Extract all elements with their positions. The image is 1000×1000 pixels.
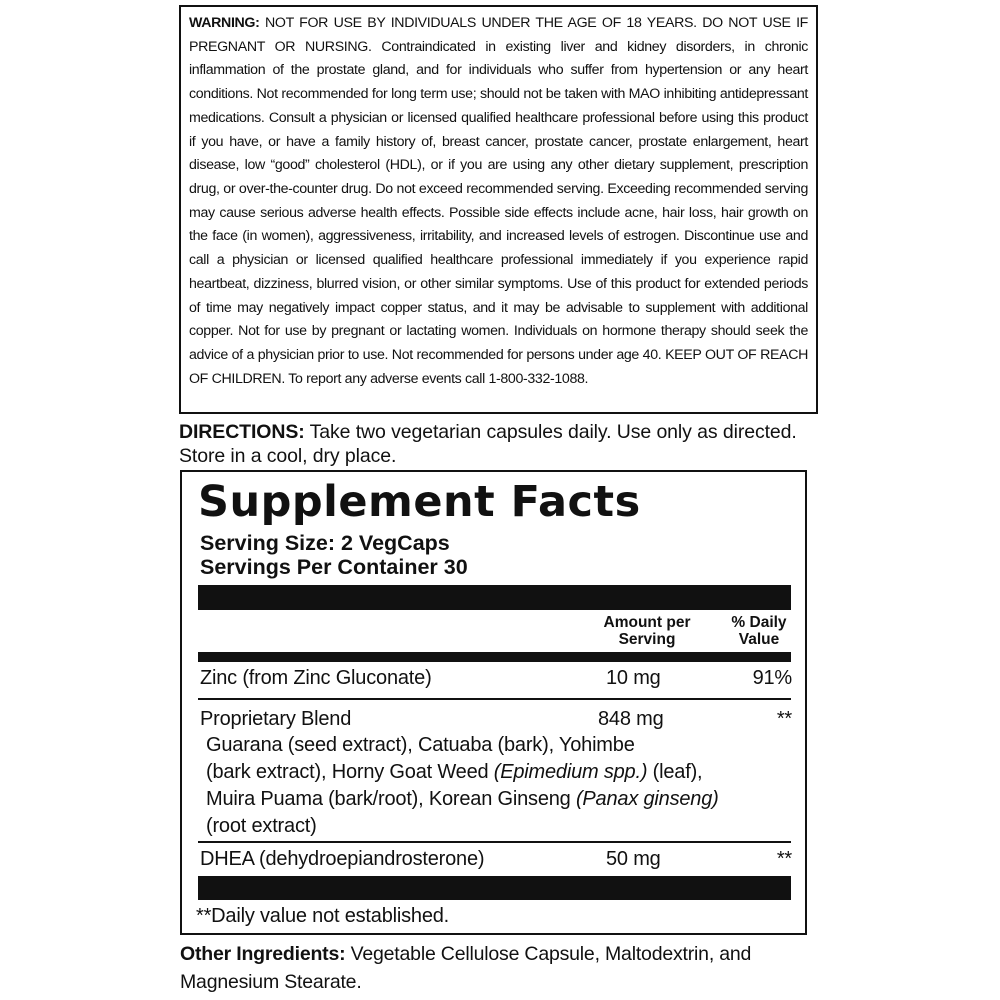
blend-line-2-b: (leaf), [647,761,703,783]
blend-line-2-italic: (Epimedium spp.) [493,761,648,783]
medium-divider [198,652,791,662]
row-zinc-amount: 10 mg [606,667,661,689]
daily-value-header [718,614,800,648]
blend-line-2 [206,759,702,785]
supplement-facts-panel [180,470,807,935]
facts-title: Supplement Facts [198,477,641,527]
directions-text: Take two vegetarian capsules daily. Use only as directed. Store in a cool, dry place. [179,421,797,467]
blend-line-2-a: (bark extract), Horny Goat Weed [206,761,494,783]
row-blend-dv: ** [776,708,792,730]
serving-size: Serving Size: 2 VegCaps [200,531,450,555]
row-dhea-dv: ** [776,848,792,870]
blend-line-4: (root extract) [206,815,317,837]
blend-line-1: Guarana (seed extract), Catuaba (bark), Yohimbe [206,734,635,756]
warning-box [179,5,818,414]
other-ingredients-text: Vegetable Cellulose Capsule, Maltodextrin, and Magnesium Stearate. [180,943,752,993]
warning-label: WARNING: [189,15,260,31]
row-divider [198,841,791,843]
amount-header-line2: Serving [618,631,676,648]
blend-line-3 [206,786,719,812]
other-ingredients-label: Other Ingredients: [180,943,346,965]
dv-header-line2: Value [738,631,780,648]
row-dhea-name: DHEA (dehydroepiandrosterone) [200,848,485,870]
row-zinc-dv: 91% [752,667,792,689]
amount-per-serving-header [596,614,698,648]
blend-line-3-a: Muira Puama (bark/root), Korean Ginseng [206,788,576,810]
row-divider [198,698,791,700]
warning-text: NOT FOR USE BY INDIVIDUALS UNDER THE AGE OF 18 YEARS. DO NOT USE IF PREGNANT OR NURSING. Contraindicated in existing liver and kidney disorders, in chronic inflammation of the prostate gland, and for individuals who suffer from hypertension or any heart conditions. Not recommended for long term use; should not be taken with MAO inhibiting antidepressant medications. Consult a physician or licensed qualified healthcare professional before using this product if you have, or have a family history of, breast cancer, prostate cancer, prostate enlargement, heart disease, low “good” cholesterol (HDL), or if you are using any other dietary supplement, prescription drug, or over-the-counter drug. Do not exceed recommended serving. Exceeding recommended serving may cause serious adverse health effects. Possible side effects include acne, hair loss, hair growth on the face (in women), aggressiveness, irritability, and increased levels of estrogen. Discontinue use and call a physician or licensed qualified healthcare professional immediately if you experience rapid heartbeat, dizziness, blurred vision, or other similar symptoms. Use of this product for extended periods of time may negatively impact copper status, and it may be advisable to supplement with additional copper. Not for use by pregnant or lactating women. Individuals on hormone therapy should seek the advice of a physician prior to use. Not recommended for persons under age 40. KEEP OUT OF REACH OF CHILDREN. To report any adverse events call 1-800-332-1088. [189,15,808,387]
thick-divider-top [198,585,791,610]
thick-divider-bottom [198,876,791,900]
other-ingredients [180,940,800,996]
row-dhea-amount: 50 mg [606,848,661,870]
row-blend-amount: 848 mg [598,708,664,730]
amount-header-line1: Amount per [603,614,691,631]
footnote: **Daily value not established. [196,905,450,927]
row-blend-name: Proprietary Blend [200,708,352,730]
dv-header-line1: % Daily [731,614,787,631]
directions [179,420,799,468]
servings-per-container: Servings Per Container 30 [200,555,468,579]
blend-line-3-italic: (Panax ginseng) [575,788,719,810]
row-zinc-name: Zinc (from Zinc Gluconate) [200,667,432,689]
directions-label: DIRECTIONS: [179,421,305,443]
